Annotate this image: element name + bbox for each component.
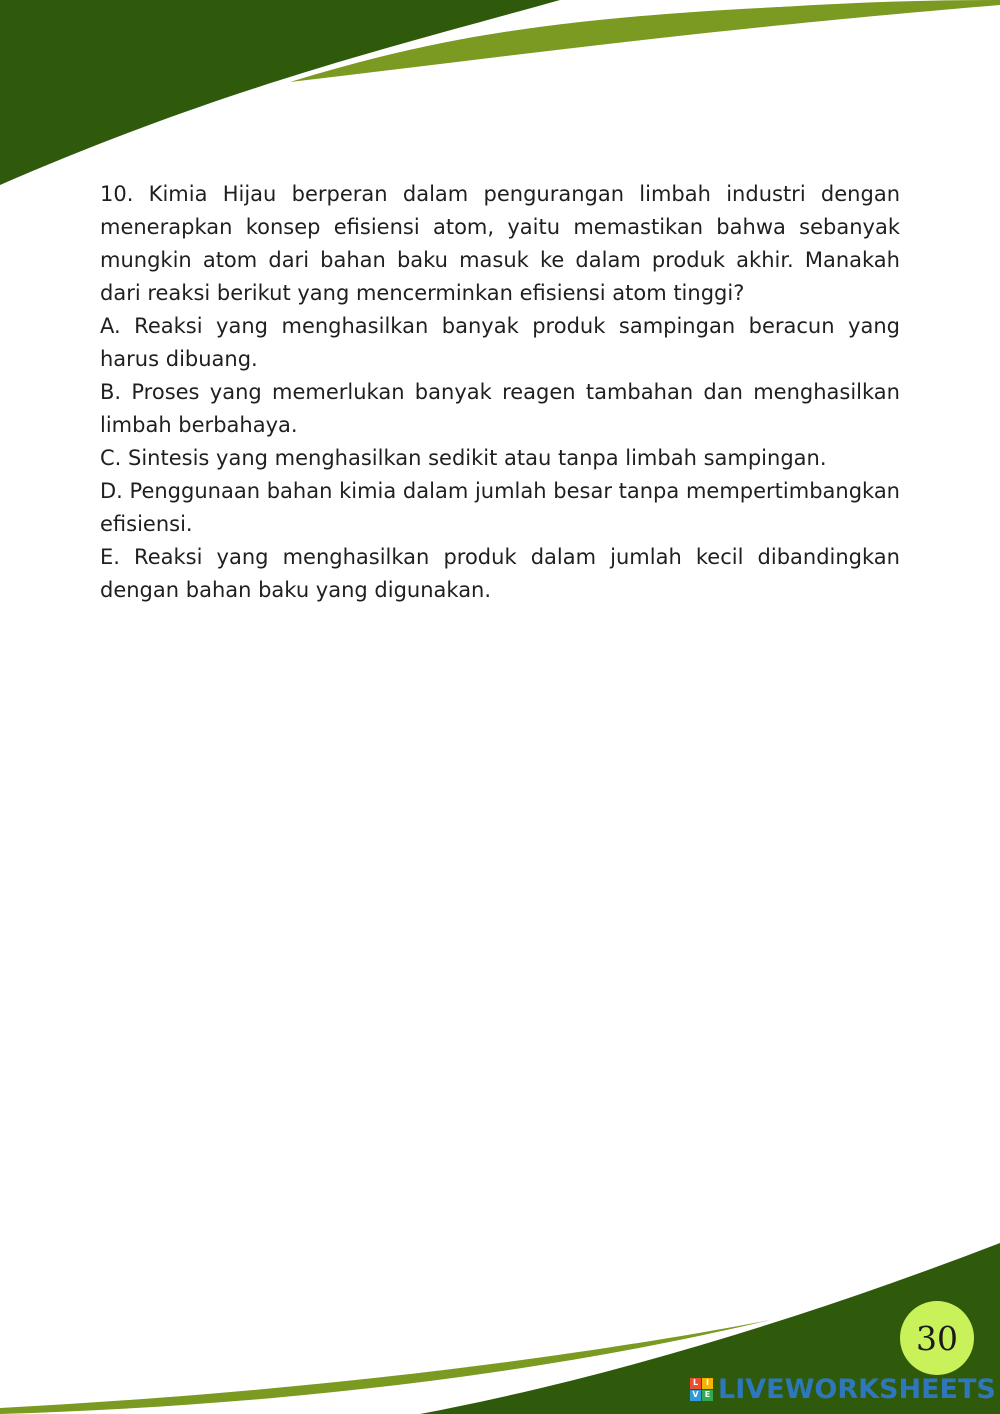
logo-letter-i: I bbox=[702, 1378, 713, 1389]
option-b: B. Proses yang memerlukan banyak reagen tambahan dan menghasilkan limbah berbahaya. bbox=[100, 380, 900, 437]
top-dark-green-wave bbox=[0, 0, 560, 185]
option-c: C. Sintesis yang menghasilkan sedikit atau tanpa limbah sampingan. bbox=[100, 446, 827, 470]
liveworksheets-logo-icon bbox=[690, 1378, 713, 1401]
option-e: E. Reaksi yang menghasilkan produk dalam jumlah kecil dibandingkan dengan bahan baku yang digunakan. bbox=[100, 545, 900, 602]
logo-letter-l: L bbox=[690, 1378, 701, 1389]
question-block bbox=[100, 178, 900, 607]
option-a: A. Reaksi yang menghasilkan banyak produk sampingan beracun yang harus dibuang. bbox=[100, 314, 900, 371]
watermark-text: LIVEWORKSHEETS bbox=[718, 1373, 996, 1405]
logo-letter-e: E bbox=[702, 1390, 713, 1401]
liveworksheets-watermark bbox=[690, 1372, 996, 1406]
page-number: 30 bbox=[900, 1301, 974, 1375]
logo-letter-v: V bbox=[690, 1390, 701, 1401]
option-d: D. Penggunaan bahan kimia dalam jumlah besar tanpa mempertimbangkan efisiensi. bbox=[100, 479, 900, 536]
question-stem: 10. Kimia Hijau berperan dalam pengurangan limbah industri dengan menerapkan konsep efisiensi atom, yaitu memastikan bahwa sebanyak mungkin atom dari bahan baku masuk ke dalam produk akhir. Manakah dari reaksi berikut yang mencerminkan efisiensi atom tinggi? bbox=[100, 182, 900, 305]
